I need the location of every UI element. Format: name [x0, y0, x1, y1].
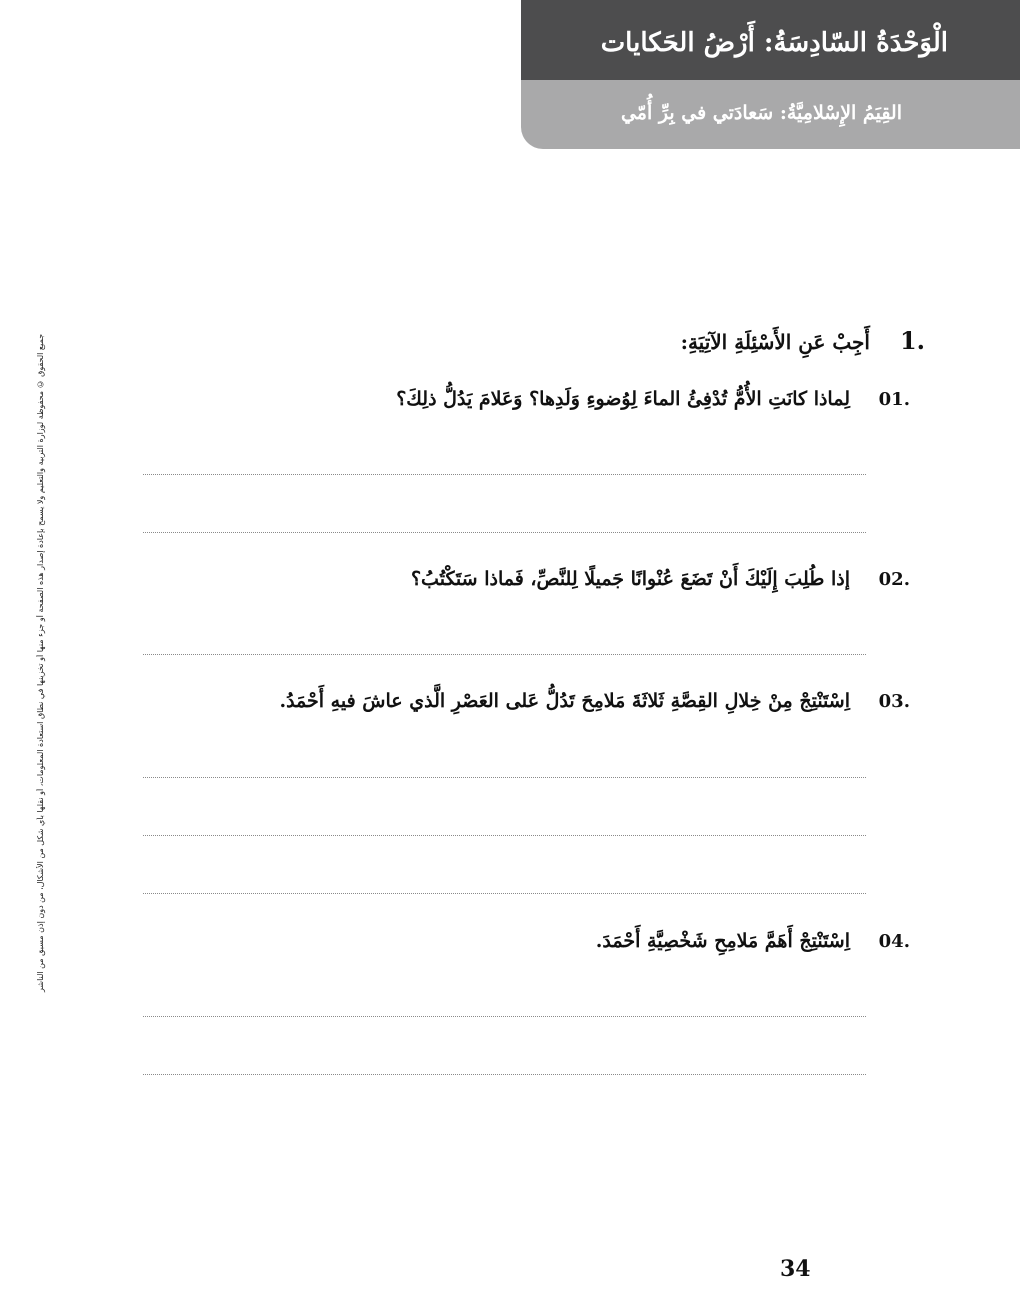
page-number: 34 [780, 1256, 811, 1282]
question-text: لِماذا كانَتِ الأُمُّ تُدْفِئُ الماءَ لِوُضوءِ وَلَدِها؟ وَعَلامَ يَدُلُّ ذلِكَ؟ [396, 388, 850, 410]
unit-title: الْوَحْدَةُ السّادِسَةُ: أَرْضُ الحَكايات [600, 28, 948, 58]
main-question-number: .1 [899, 326, 925, 355]
question-number: .04 [878, 931, 910, 952]
copyright-note: جميع الحقوق © محفوظة لوزارة التربية والتعليم ولا يسمح بإعادة إصدار هذه الصفحة أو جزء منها أو تخزينها في نطاق استعادة المعلومات، أو نقلها بأي شكل من الأشكال، من دون إذن مسبق من الناشر [36, 333, 45, 993]
answer-line[interactable] [143, 1074, 866, 1075]
question-3 [279, 690, 910, 712]
lesson-title: القِيَمُ الإِسْلامِيَّةُ: سَعادَتي في بِرِّ أُمّي [620, 102, 902, 124]
answer-line[interactable] [143, 1016, 866, 1017]
question-text: اِسْتَنْتِجْ أَهَمَّ مَلامِحِ شَخْصِيَّةِ أَحْمَدَ. [595, 930, 850, 952]
question-4 [596, 930, 910, 952]
answer-line[interactable] [143, 474, 866, 475]
question-1 [396, 388, 910, 410]
question-number: .01 [878, 389, 910, 410]
question-number: .03 [878, 691, 910, 712]
unit-title-bar [521, 0, 1020, 80]
answer-line[interactable] [143, 777, 866, 778]
answer-line[interactable] [143, 835, 866, 836]
answer-line[interactable] [143, 654, 866, 655]
answer-line[interactable] [143, 893, 866, 894]
question-text: اِسْتَنْتِجْ مِنْ خِلالِ القِصَّةِ ثَلاثَةَ مَلامِحَ تَدُلُّ عَلى العَصْرِ الَّذي عاشَ فيهِ أَحْمَدُ. [279, 690, 850, 712]
question-text: إذا طُلِبَ إِلَيْكَ أَنْ تَضَعَ عُنْوانًا جَميلًا لِلنَّصِّ، فَماذا سَتَكْتُبُ؟ [410, 568, 850, 590]
question-2 [411, 568, 910, 590]
main-question-text: أَجِبْ عَنِ الأَسْئِلَةِ الآتِيَةِ: [680, 330, 870, 354]
answer-line[interactable] [143, 532, 866, 533]
lesson-title-bar [521, 80, 1020, 149]
main-question [681, 326, 925, 355]
question-number: .02 [878, 569, 910, 590]
header [521, 0, 1020, 149]
